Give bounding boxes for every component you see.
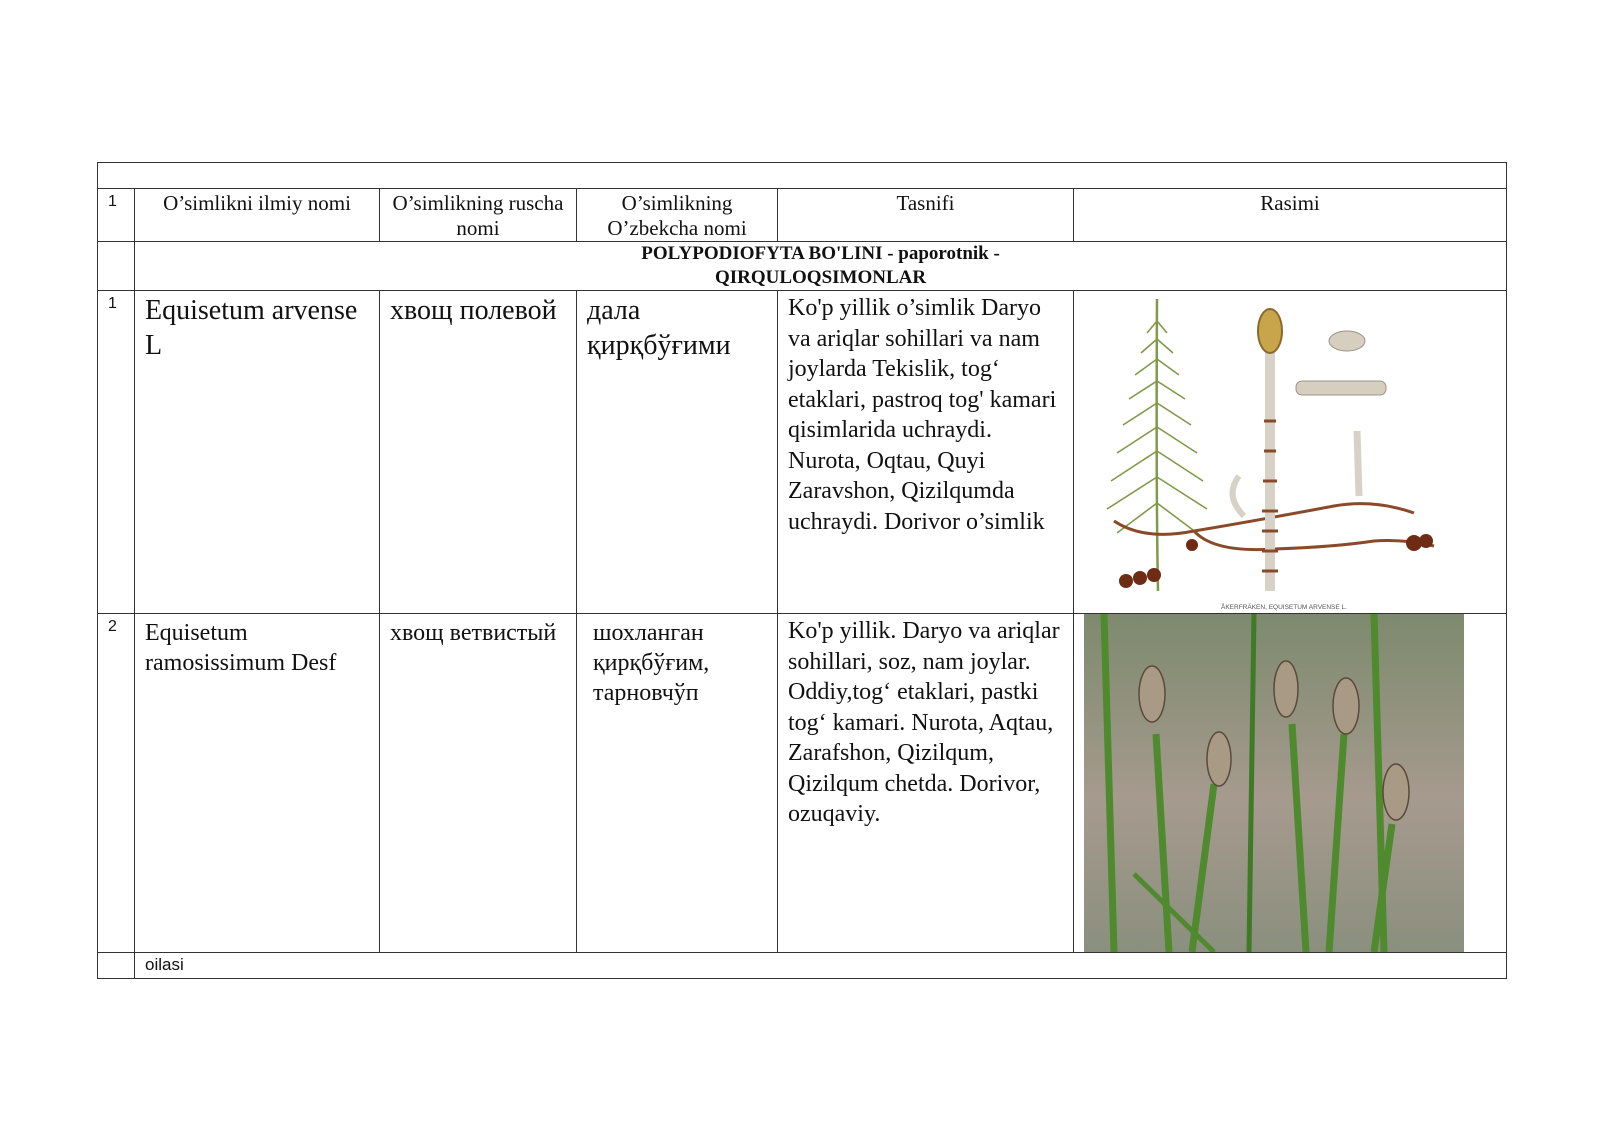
table-row bbox=[98, 614, 1507, 953]
picture-cell bbox=[1074, 291, 1507, 614]
section-title-line2: QIRQULOQSIMONLAR bbox=[714, 267, 927, 288]
row-number: 1 bbox=[98, 291, 135, 614]
field-horsetail-illustration bbox=[1074, 291, 1507, 613]
header-picture: Rasimi bbox=[1074, 189, 1507, 242]
header-scientific-name: O’simlikni ilmiy nomi bbox=[135, 189, 380, 242]
row-number: 2 bbox=[98, 614, 135, 953]
blank-top-row bbox=[98, 163, 1507, 189]
russian-name: хвощ полевой bbox=[380, 291, 577, 614]
picture-cell bbox=[1074, 614, 1507, 953]
description: Ko'p yillik. Daryo va ariqlar sohillari, soz, nam joylar. Oddiy,tog‘ etaklari, pastki tog‘ kamari. Nurota, Aqtau, Zarafshon, Qizilqum, Qizilqum chetda. Dorivor, ozuqaviy. bbox=[778, 614, 1074, 953]
section-title bbox=[135, 242, 1507, 291]
scientific-name: Equisetum ramosissimum Desf bbox=[135, 614, 380, 953]
uzbek-name: дала қирқбўғими bbox=[577, 291, 778, 614]
table-row bbox=[98, 291, 1507, 614]
russian-name: хвощ ветвистый bbox=[380, 614, 577, 953]
header-row bbox=[98, 189, 1507, 242]
header-uzbek-name: O’simlikning O’zbekcha nomi bbox=[577, 189, 778, 242]
tubers bbox=[1119, 534, 1433, 588]
family-label: oilasi bbox=[135, 953, 1507, 979]
footer-row bbox=[98, 953, 1507, 979]
blank-top-cell bbox=[98, 163, 1507, 189]
scientific-name: Equisetum arvense L bbox=[135, 291, 380, 614]
section-title-line1: POLYPODIOFYTA BO'LINI - paporotnik - bbox=[641, 243, 1000, 264]
section-row bbox=[98, 242, 1507, 291]
header-description: Tasnifi bbox=[778, 189, 1074, 242]
header-number: 1 bbox=[98, 189, 135, 242]
branched-horsetail-photo bbox=[1074, 614, 1507, 952]
header-russian-name: O’simlikning ruscha nomi bbox=[380, 189, 577, 242]
sterile-stem bbox=[1157, 299, 1158, 591]
description: Ko'p yillik o’simlik Daryo va ariqlar sohillari va nam joylarda Tekislik, tog‘ etaklari, pastroq tog' kamari qisimlarida uchraydi. Nurota, Oqtau, Quyi Zaravshon, Qizilqumda uchraydi. Dorivor o’simlik bbox=[778, 291, 1074, 614]
detail-sketches bbox=[1296, 331, 1386, 395]
footer-number-cell bbox=[98, 953, 135, 979]
illustration-caption: ÅKERFRÄKEN, EQUISETUM ARVENSE L. bbox=[1221, 604, 1347, 611]
uzbek-name: шохланган қирқбўғим, тарновчўп bbox=[577, 614, 778, 953]
section-number-cell bbox=[98, 242, 135, 291]
plant-table bbox=[97, 162, 1507, 979]
